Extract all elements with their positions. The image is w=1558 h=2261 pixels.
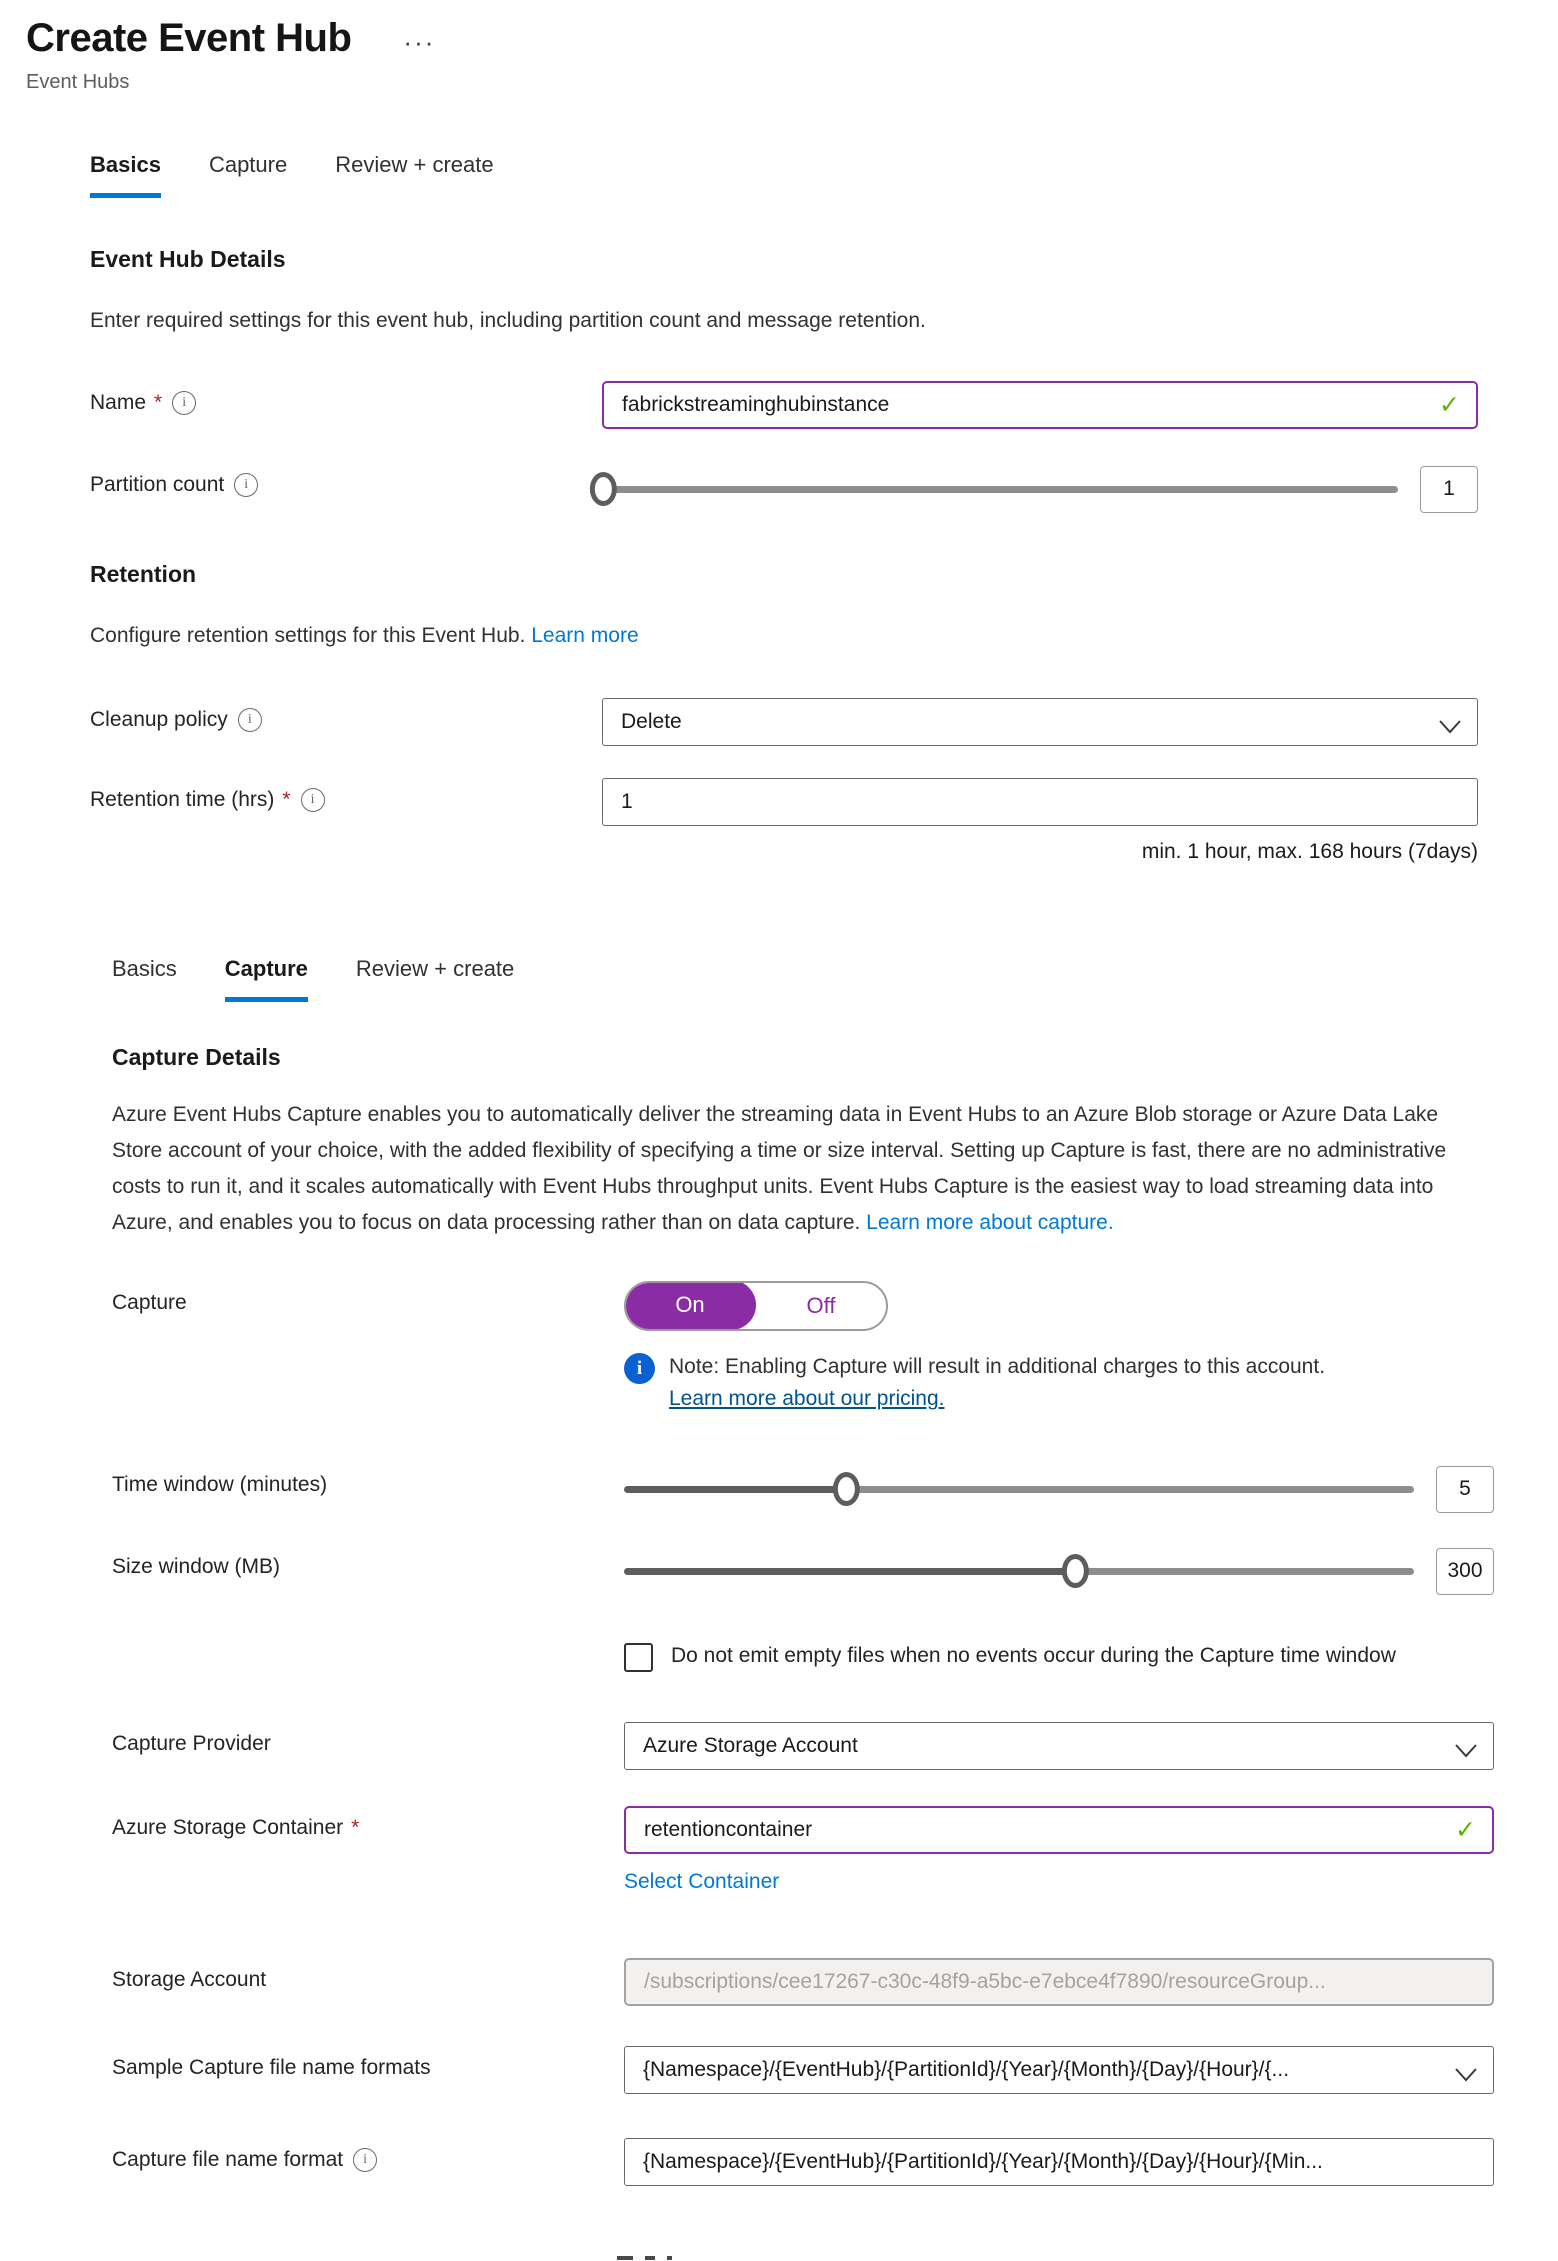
time-window-row [112,1463,1494,1513]
tab-basics[interactable]: Basics [112,956,177,981]
retention-heading: Retention [90,561,197,587]
note-text: Note: Enabling Capture will result in additional charges to this account. [669,1355,1326,1378]
slider-track[interactable] [602,486,1398,493]
tab-review-create[interactable]: Review + create [355,956,515,981]
tab-basics[interactable]: Basics [90,152,161,198]
cleanup-policy-dropdown[interactable]: Delete [602,698,1478,746]
file-name-format-label: Capture file name format [112,2148,344,2171]
storage-account-input: /subscriptions/cee17267-c30c-48f9-a5bc-e7ebce4f7890/resourceGroup... [624,1958,1494,2006]
learn-more-about-capture-link[interactable]: Learn more about capture. [866,1211,1114,1234]
required-asterisk: * [154,391,163,414]
name-label: Name [90,391,147,414]
page-subtitle: Event Hubs [26,71,130,93]
storage-account-row [112,1958,1494,2006]
clipped-text-sliver [617,2256,672,2261]
slider-track[interactable] [624,1568,1414,1575]
tab-capture[interactable]: Capture [225,956,308,1002]
slider-handle[interactable] [1062,1554,1089,1588]
chevron-down-icon [1455,2064,1477,2088]
info-icon[interactable]: i [238,708,262,732]
tab-review-create[interactable]: Review + create [335,152,494,177]
slider-handle[interactable] [590,472,617,506]
page-title: Create Event Hub [26,16,352,60]
event-hub-details-heading: Event Hub Details [90,246,286,272]
event-hub-details-description: Enter required settings for this event hub, including partition count and message retention. [90,309,926,332]
page-header [0,0,1558,94]
toggle-on-option[interactable]: On [624,1281,756,1330]
empty-files-checkbox[interactable] [624,1643,653,1672]
retention-time-hint: min. 1 hour, max. 168 hours (7days) [1141,840,1478,863]
sample-formats-dropdown[interactable]: {Namespace}/{EventHub}/{PartitionId}/{Year}/{Month}/{Day}/{Hour}/{... [624,2046,1494,2094]
cleanup-policy-row [90,698,1478,746]
valid-check-icon: ✓ [1455,1816,1476,1844]
sample-formats-label: Sample Capture file name formats [112,2056,431,2079]
partition-count-value[interactable]: 1 [1420,466,1478,513]
more-options-icon[interactable]: ··· [403,26,436,57]
slider-handle[interactable] [833,1472,860,1506]
cleanup-policy-label: Cleanup policy [90,708,228,731]
toggle-off-option[interactable]: Off [806,1293,836,1318]
time-window-value[interactable]: 5 [1436,1466,1494,1513]
capture-toggle-row [112,1281,1494,1415]
capture-provider-row [112,1722,1494,1770]
info-icon[interactable]: i [234,473,258,497]
capture-provider-label: Capture Provider [112,1732,271,1755]
info-icon[interactable]: i [353,2148,377,2172]
capture-details-description: Azure Event Hubs Capture enables you to automatically deliver the streaming data in Event Hubs to an Azure Blob storage or Azure Data Lake Store account of your choice, with the added flexibility of specifying a time or size interval. Setting up Capture is fast, there are no administrative costs to run it, and it scales automatically with Event Hubs throughput units. Event Hubs Capture is the easiest way to load streaming data into Azure, and enables you to focus on data processing rather than on data capture. Learn more about capture. [112,1103,1447,1234]
required-asterisk: * [351,1816,360,1839]
retention-time-label: Retention time (hrs) [90,788,275,811]
name-row [90,381,1478,429]
valid-check-icon: ✓ [1439,391,1460,419]
basics-section [90,152,1478,864]
tab-capture[interactable]: Capture [208,152,288,177]
capture-provider-dropdown[interactable]: Azure Storage Account [624,1722,1494,1770]
time-window-slider[interactable] [624,1465,1414,1513]
slider-track[interactable] [624,1486,1414,1493]
partition-count-row [90,463,1478,513]
retention-learn-more-link[interactable]: Learn more [531,624,639,647]
chevron-down-icon [1455,1740,1477,1764]
name-input[interactable]: fabrickstreaminghubinstance ✓ [602,381,1478,429]
file-name-format-input[interactable]: {Namespace}/{EventHub}/{PartitionId}/{Year}/{Month}/{Day}/{Hour}/{Min... [624,2138,1494,2186]
storage-account-label: Storage Account [112,1968,267,1991]
chevron-down-icon [1439,716,1461,740]
capture-section [112,956,1494,2186]
empty-files-checkbox-label: Do not emit empty files when no events occur during the Capture time window [671,1644,1396,1667]
capture-label: Capture [112,1291,187,1314]
pricing-link[interactable]: Learn more about our pricing. [669,1387,945,1410]
info-icon[interactable]: i [172,391,196,415]
capture-details-heading: Capture Details [112,1044,281,1070]
size-window-value[interactable]: 300 [1436,1548,1494,1595]
retention-time-row [90,778,1478,864]
info-icon[interactable]: i [301,788,325,812]
file-name-format-row [112,2138,1494,2186]
select-container-link[interactable]: Select Container [624,1870,780,1893]
retention-time-input[interactable]: 1 [602,778,1478,826]
info-filled-icon: i [624,1353,655,1384]
storage-container-input[interactable]: retentioncontainer ✓ [624,1806,1494,1854]
capture-note [624,1351,1494,1415]
partition-count-label: Partition count [90,473,225,496]
basics-tab-bar [90,152,1478,198]
partition-count-slider[interactable] [602,465,1398,513]
retention-description: Configure retention settings for this Event Hub. Learn more [90,624,639,647]
size-window-row [112,1545,1494,1672]
storage-container-row [112,1806,1494,1894]
capture-tab-bar [112,956,1494,1002]
storage-container-label: Azure Storage Container [112,1816,344,1839]
size-window-label: Size window (MB) [112,1555,281,1578]
time-window-label: Time window (minutes) [112,1473,328,1496]
empty-files-option [624,1639,1494,1672]
size-window-slider[interactable] [624,1547,1414,1595]
sample-formats-row [112,2046,1494,2094]
required-asterisk: * [282,788,291,811]
capture-on-off-toggle[interactable] [624,1281,888,1331]
